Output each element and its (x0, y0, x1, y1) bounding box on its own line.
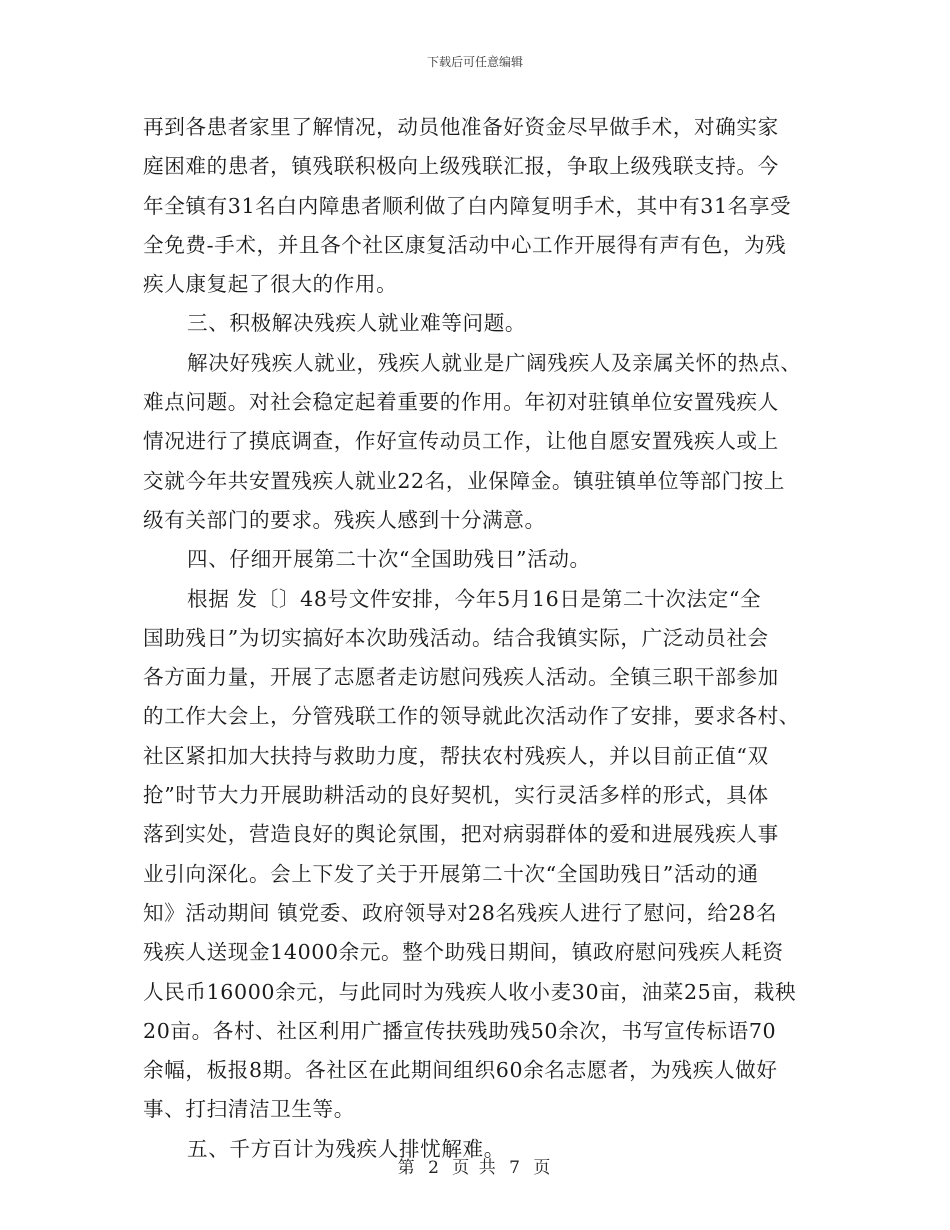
document-body (143, 108, 813, 1169)
text-line: 情况进行了摸底调查，作好宣传动员工作，让他自愿安置残疾人或上 (143, 429, 779, 454)
text-line: 再到各患者家里了解情况，动员他准备好资金尽早做手术，对确实家 (143, 115, 779, 139)
text-line: 各方面力量，开展了志愿者走访慰问残疾人活动。全镇三职干部参加 (143, 665, 779, 690)
text-line: 的工作大会上，分管残联工作的领导就此次活动作了安排，要求各村、 (143, 704, 801, 729)
text-line: 20亩。各村、社区利用广播宣传扶残助残50余次，书写宣传标语70 (143, 1018, 777, 1043)
text-line: 三、积极解决残疾人就业难等问题。 (187, 311, 527, 336)
text-line: 疾人康复起了很大的作用。 (143, 272, 398, 297)
page-header: 下载后可任意编辑 (426, 55, 523, 69)
text-line: 人民币16000余元，与此同时为残疾人收小麦30亩，油菜25亩，栽秧 (143, 979, 797, 1004)
footer-current-page: 2 (428, 1158, 441, 1178)
text-line: 级有关部门的要求。残疾人感到十分满意。 (143, 507, 546, 532)
footer-prefix: 第 (397, 1158, 417, 1178)
text-line: 五、千方百计为残疾人排忧解难。 (187, 1136, 505, 1161)
text-line: 解决好残疾人就业，残疾人就业是广阔残疾人及亲属关怀的热点、 (187, 350, 802, 375)
footer-total-pages: 7 (509, 1158, 522, 1178)
text-line: 难点问题。对社会稳定起着重要的作用。年初对驻镇单位安置残疾人 (143, 390, 779, 415)
text-line: 根据 发〔〕48号文件安排，今年5月16日是第二十次法定“全 (187, 586, 762, 611)
text-line: 国助残日”为切实搞好本次助残活动。结合我镇实际，广泛动员社会 (143, 625, 769, 650)
text-line: 事、打扫清洁卫生等。 (143, 1097, 355, 1122)
footer-suffix: 页 (533, 1158, 553, 1178)
text-line: 残疾人送现金14000余元。整个助残日期间，镇政府慰问残疾人耗资 (143, 940, 784, 965)
text-line: 业引向深化。会上下发了关于开展第二十次“全国助残日”活动的通 (143, 861, 759, 886)
text-line: 落到实处，营造良好的舆论氛围，把对病弱群体的爱和进展残疾人事 (143, 822, 779, 847)
text-line: 交就今年共安置残疾人就业22名，业保障金。镇驻镇单位等部门按上 (143, 468, 786, 493)
text-line: 全免费-手术，并且各个社区康复活动中心工作开展得有声有色，为残 (143, 232, 787, 257)
text-line: 知》活动期间 镇党委、政府领导对28名残疾人进行了慰问，给28名 (143, 900, 778, 925)
page-footer (0, 1153, 950, 1178)
text-line: 四、仔细开展第二十次“全国助残日”活动。 (187, 547, 591, 572)
footer-mid: 页 共 (452, 1158, 498, 1178)
text-line: 庭困难的患者，镇残联积极向上级残联汇报，争取上级残联支持。今 (143, 154, 779, 179)
text-line: 抢”时节大力开展助耕活动的良好契机，实行灵活多样的形式，具体 (143, 783, 769, 808)
text-line: 余幅，板报8期。各社区在此期间组织60余名志愿者，为残疾人做好 (143, 1058, 778, 1083)
text-line: 年全镇有31名白内障患者顺利做了白内障复明手术，其中有31名享受 (143, 193, 792, 218)
text-line: 社区紧扣加大扶持与救助力度，帮扶农村残疾人，并以目前正值“双 (143, 743, 769, 768)
